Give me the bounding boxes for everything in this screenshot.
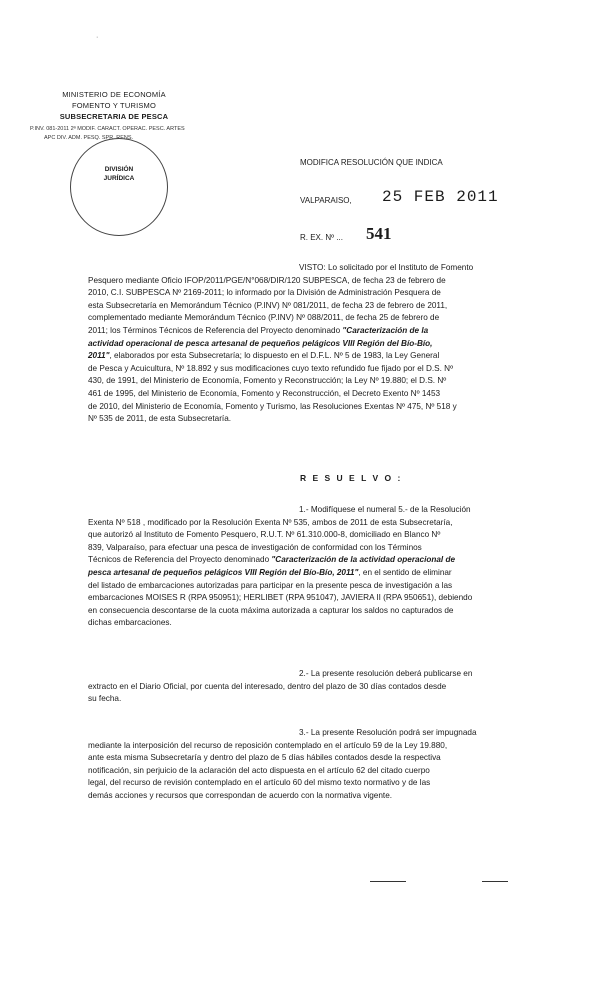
subsecretary-name: SUBSECRETARIA DE PESCA — [59, 112, 169, 121]
resolution-number: 541 — [366, 224, 392, 243]
ministry-name: MINISTERIO DE ECONOMÍA — [62, 90, 166, 99]
article-1-line: embarcaciones MOISES R (RPA 950951); HERLIBET (RPA 951047), JAVIERA II (RPA 950651), debiendo — [88, 593, 473, 603]
article-3-line: ante esta misma Subsecretaría y dentro del plazo de 5 días hábiles contados desde la respectiva — [88, 753, 441, 763]
file-reference: P.INV. 081-2011 2ª MODIF. CARACT. OPERAC. PESC. ARTES — [30, 126, 185, 132]
article-1-line: del listado de embarcaciones autorizadas para participar en la presente pesca de investigación a las — [88, 580, 453, 590]
project-title: actividad operacional de pesca artesanal de pequeños pelágicos VIII Región del Bío-Bío, — [88, 338, 433, 348]
article-1 — [88, 504, 520, 630]
resuelvo-heading: R E S U E L V O : — [300, 473, 403, 483]
project-title: 2011" — [88, 351, 110, 361]
visto-line: de Pesca y Acuicultura, Nº 18.892 y sus modificaciones cuyo texto refundido fue fijado por el D.S. Nº — [88, 363, 454, 373]
ministry-subtitle: FOMENTO Y TURISMO — [71, 101, 157, 110]
visto-line: 2011; los Términos Técnicos de Referencia del Proyecto denominado — [88, 325, 341, 335]
project-title: "Caracterización de la — [342, 325, 429, 335]
article-1-line: Técnicos de Referencia del Proyecto denominado — [88, 555, 270, 565]
corner-mark: · — [96, 34, 99, 41]
article-3-line: legal, del recurso de revisión contemplado en el artículo 60 del mismo texto normativo y de las — [88, 778, 431, 788]
article-1-line: que autorizó al Instituto de Fomento Pesquero, R.U.T. Nº 61.310.000-8, domiciliado en Blanco Nº — [88, 530, 441, 540]
visto-line: esta Subsecretaría en Memorándum Técnico (P.INV) Nº 081/2011, de fecha 23 de febrero de 2011, — [88, 300, 448, 310]
article-2-line: su fecha. — [88, 694, 122, 704]
article-1-line: 1.- Modifíquese el numeral 5.- de la Resolución — [299, 505, 471, 514]
article-2 — [88, 668, 520, 706]
project-title: "Caracterización de la actividad operacional de — [271, 555, 456, 565]
file-reference-secondary: APC DIV. ADM. PESQ. SPR. RENS. — [44, 135, 134, 141]
visto-line: Pesquero mediante Oficio IFOP/2011/PGE/N°068/DIR/120 SUBPESCA, de fecha 23 de febrero de — [88, 275, 446, 285]
division-stamp — [70, 138, 168, 236]
article-1-line: dichas embarcaciones. — [88, 618, 172, 628]
article-1-line: en consecuencia descontarse de la cuota máxima autorizada a capturar los saldos no capturados de — [88, 605, 454, 615]
article-3-line: mediante la interposición del recurso de reposición contemplado en el artículo 59 de la Ley 19.880, — [88, 740, 448, 750]
article-3-line: demás acciones y recursos que correspondan de acuerdo con la normativa vigente. — [88, 790, 393, 800]
footer-dash — [370, 881, 406, 882]
article-2-line: extracto en el Diario Oficial, por cuenta del interesado, dentro del plazo de 30 días contados desde — [88, 681, 447, 691]
article-3-line: notificación, sin perjuicio de la aclaración del acto dispuesta en el artículo 62 del citado cuerpo — [88, 765, 430, 775]
article-1-line: 839, Valparaíso, para efectuar una pesca de investigación de conformidad con los Términos — [88, 542, 422, 552]
visto-line: Nº 535 de 2011, de esta Subsecretaría. — [88, 414, 232, 424]
article-2-line: 2.- La presente resolución deberá publicarse en — [299, 669, 473, 678]
article-3-line: 3.- La presente Resolución podrá ser impugnada — [299, 728, 477, 737]
resolution-number-label: R. EX. Nº ... — [300, 233, 343, 242]
visto-line: 2010, C.I. SUBPESCA Nº 2169-2011; lo informado por la División de Administración Pesquera de — [88, 288, 441, 298]
article-3 — [88, 727, 520, 803]
stamp-line-1: DIVISIÓN — [104, 166, 134, 173]
project-title: pesca artesanal de pequeños pelágicos VIII Región del Bío-Bío, 2011" — [88, 567, 359, 577]
visto-paragraph — [88, 262, 520, 426]
subject-line: MODIFICA RESOLUCIÓN QUE INDICA — [300, 158, 443, 167]
stamp-line-2: JURÍDICA — [103, 175, 135, 182]
visto-line: VISTO: Lo solicitado por el Instituto de Fomento — [299, 263, 474, 272]
place-label: VALPARAISO, — [300, 196, 352, 205]
visto-line: , elaborados por esta Subsecretaría; lo dispuesto en el D.F.L. Nº 5 de 1983, la Ley General — [109, 351, 440, 361]
visto-line: de 2010, del Ministerio de Economía, Fomento y Turismo, las Resoluciones Exentas Nº 475, Nº 518 y — [88, 401, 457, 411]
footer-dash — [482, 881, 508, 882]
visto-line: 461 de 1995, del Ministerio de Economía, Fomento y Reconstrucción, el Decreto Exento Nº 1453 — [88, 388, 441, 398]
resolution-date: 25 FEB 2011 — [382, 188, 499, 206]
visto-line: complementado mediante Memorándum Técnico (P.INV) Nº 088/2011, de fecha 25 de febrero de — [88, 313, 440, 323]
article-1-line: , en el sentido de eliminar — [358, 567, 452, 577]
visto-line: 430, de 1991, del Ministerio de Economía, Fomento y Reconstrucción; la Ley Nº 19.880; el D.S. Nº — [88, 376, 447, 386]
article-1-line: Exenta Nº 518 , modificado por la Resolución Exenta Nº 535, ambos de 2011 de esta Subsecretaría, — [88, 517, 453, 527]
